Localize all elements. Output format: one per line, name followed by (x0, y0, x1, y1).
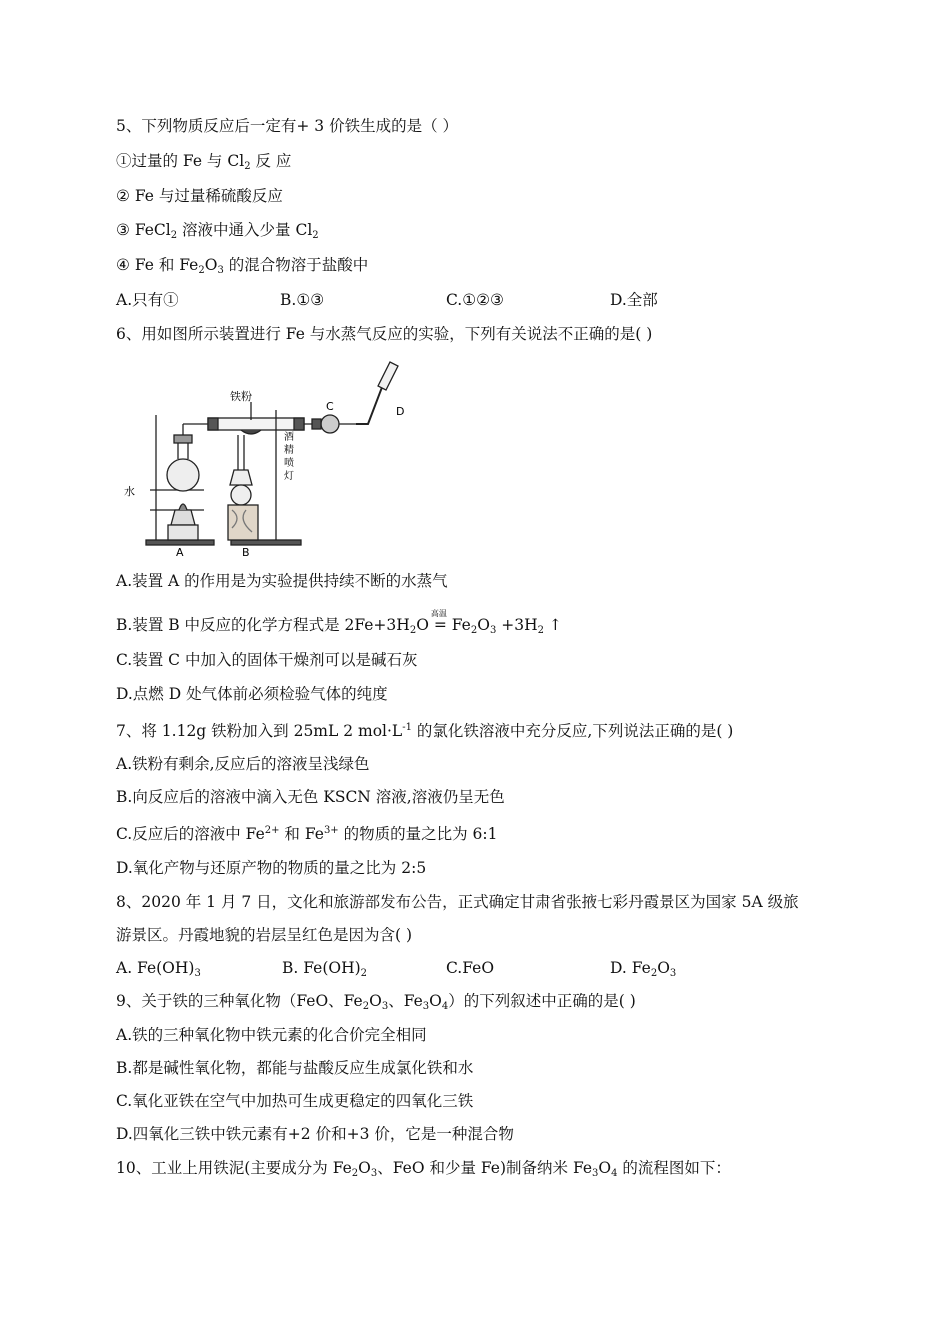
q5-item-1: ①过量的 Fe 与 $Cl_2$ 反 应 (116, 152, 292, 172)
q9-option-c: C.氧化亚铁在空气中加热可生成更稳定的四氧化三铁 (116, 1092, 474, 1110)
q9-option-a: A.铁的三种氧化物中铁元素的化合价完全相同 (116, 1026, 427, 1044)
q7-option-a: A.铁粉有剩余,反应后的溶液呈浅绿色 (116, 755, 370, 773)
q6-option-a: A.装置 A 的作用是为实验提供持续不断的水蒸气 (116, 572, 448, 590)
q5-item-2: ② Fe 与过量稀硫酸反应 (116, 187, 283, 205)
q8-option-a: A. $Fe(OH)_3$ (116, 959, 201, 979)
q8-options (116, 958, 836, 978)
q7-option-d: D.氧化产物与还原产物的物质的量之比为 2:5 (116, 859, 427, 877)
q8-stem-line1: 8、2020 年 1 月 7 日，文化和旅游部发布公告，正式确定甘肃省张掖七彩丹霞景区为国家 5A 级旅 (116, 893, 799, 911)
q7-option-c: C.反应后的溶液中 $Fe^{2+}$ 和 $Fe^{3+}$ 的物质的量之比为 6:1 (116, 825, 498, 843)
q5-option-b: B.①③ (280, 291, 325, 309)
q5-stem: 5、下列物质反应后一定有+ 3 价铁生成的是（ ） (116, 117, 458, 135)
q6-stem: 6、用如图所示装置进行 Fe 与水蒸气反应的实验，下列有关说法不正确的是( ) (116, 325, 653, 343)
label-b: B (242, 546, 250, 559)
q5-item-3: ③ FeCl$_2$ 溶液中通入少量 $Cl_2$ (116, 221, 319, 241)
q5-options (116, 290, 836, 310)
label-d: D (396, 405, 405, 418)
q6-option-c: C.装置 C 中加入的固体干燥剂可以是碱石灰 (116, 651, 418, 669)
q8-option-b: B. $Fe(OH)_2$ (282, 959, 368, 979)
q7-stem: 7、将 1.12g 铁粉加入到 25mL 2 $mol\cdot L^{-1}$ 的氯化铁溶液中充分反应,下列说法正确的是( ) (116, 722, 734, 740)
label-c: C (326, 400, 334, 413)
label-water: 水 (124, 485, 135, 498)
q8-stem-line2: 游景区。丹霞地貌的岩层呈红色是因为含( ) (116, 926, 413, 944)
apparatus-figure (116, 360, 416, 560)
label-a: A (176, 546, 184, 559)
q8-option-c: C.FeO (446, 959, 495, 977)
q6-option-b: B.装置 B 中反应的化学方程式是 $2Fe+3H_2O$ 高温 = $Fe_2O_3 +3H_2$ ↑ (116, 609, 562, 636)
q6-option-d: D.点燃 D 处气体前必须检验气体的纯度 (116, 685, 388, 703)
q9-option-d: D.四氧化三铁中铁元素有+2 价和+3 价，它是一种混合物 (116, 1125, 514, 1143)
q5-option-a: A.只有① (116, 291, 179, 309)
label-lamp-2: 精 (284, 445, 294, 456)
q5-option-d: D.全部 (610, 291, 658, 309)
label-iron-powder: 铁粉 (230, 390, 252, 403)
label-lamp-4: 灯 (284, 471, 294, 482)
label-lamp-3: 喷 (284, 458, 294, 469)
reaction-condition: 高温 = (430, 609, 447, 634)
label-lamp-1: 酒 (284, 432, 294, 443)
q8-option-d: D. $Fe_2O_3$ (610, 959, 677, 979)
q9-stem: 9、关于铁的三种氧化物（FeO、$Fe_2O_3$、$Fe_3O_4$）的下列叙述中正确的是( ) (116, 992, 636, 1012)
q5-option-c: C.①②③ (446, 291, 504, 309)
q9-option-b: B.都是碱性氧化物，都能与盐酸反应生成氯化铁和水 (116, 1059, 474, 1077)
q10-stem: 10、工业上用铁泥(主要成分为 $Fe_2O_3$、FeO 和少量 Fe)制备纳米 $Fe_3O_4$ 的流程图如下： (116, 1159, 731, 1179)
q7-option-b: B.向反应后的溶液中滴入无色 KSCN 溶液,溶液仍呈无色 (116, 788, 505, 806)
q5-item-4: ④ Fe 和 $Fe_2O_3$ 的混合物溶于盐酸中 (116, 256, 369, 276)
